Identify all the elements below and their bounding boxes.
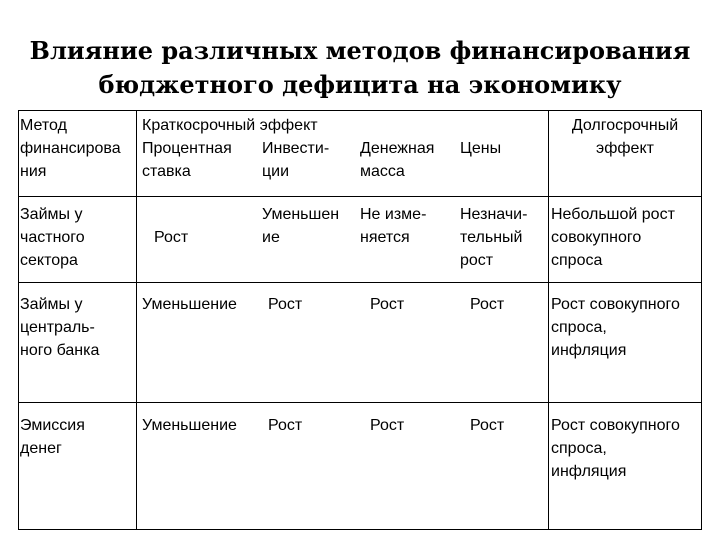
row1-prices: Незначи- тельный рост: [460, 206, 528, 269]
title-line-1: Влияние различных методов финансирования: [29, 36, 691, 65]
row2-method: Займы у централь- ного банка: [20, 296, 100, 359]
financing-methods-table: [18, 110, 702, 530]
col-separator: [548, 110, 549, 530]
row3-invest: Рост: [268, 417, 303, 434]
row3-method: Эмиссия денег: [20, 417, 85, 457]
border-left: [18, 110, 19, 530]
header-short-term: Краткосрочный эффект: [142, 117, 318, 134]
border-top: [18, 110, 702, 111]
header-money: Денежная масса: [360, 140, 435, 180]
row2-prices: Рост: [470, 296, 505, 313]
row2-rate: Уменьшение: [142, 296, 237, 313]
row2-invest: Рост: [268, 296, 303, 313]
border-right: [701, 110, 702, 530]
row1-rate: Рост: [154, 229, 189, 246]
row-separator: [18, 196, 702, 197]
header-invest: Инвести- ции: [262, 140, 330, 180]
row2-long-term: Рост совокупного спроса, инфляция: [551, 296, 680, 359]
row-separator: [18, 282, 702, 283]
row1-money: Не изме- няется: [360, 206, 427, 246]
row1-long-term: Небольшой рост совокупного спроса: [551, 206, 675, 269]
row3-prices: Рост: [470, 417, 505, 434]
header-method: Метод финансирова ния: [20, 117, 121, 180]
header-long-term: Долгосрочный эффект: [571, 117, 679, 157]
header-prices: Цены: [460, 140, 502, 157]
row1-method: Займы у частного сектора: [20, 206, 85, 269]
col-separator: [136, 110, 137, 530]
row3-long-term: Рост совокупного спроса, инфляция: [551, 417, 680, 480]
border-bottom: [18, 529, 702, 530]
header-rate: Процентная ставка: [142, 140, 232, 180]
title-line-2: бюджетного дефицита на экономику: [98, 70, 622, 99]
row-separator: [18, 402, 702, 403]
row2-money: Рост: [370, 296, 405, 313]
page-title: [0, 34, 720, 102]
row3-rate: Уменьшение: [142, 417, 237, 434]
row1-invest: Уменьшен ие: [262, 206, 340, 246]
row3-money: Рост: [370, 417, 405, 434]
